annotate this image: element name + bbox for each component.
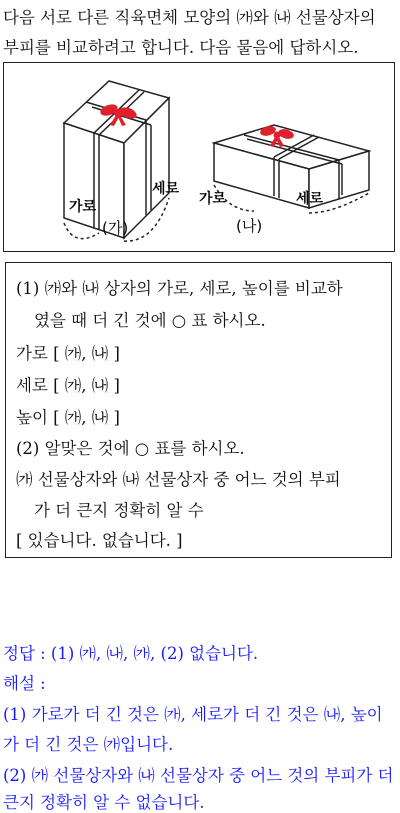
q2-line-2: 가 더 큰지 정확히 알 수 — [34, 501, 204, 520]
box-a-caption: (가) — [102, 219, 129, 237]
explanation-heading: 해설 : — [3, 674, 46, 693]
q1-line-2: 였을 때 더 긴 것에 ○ 표 하시오. — [34, 311, 266, 330]
intro-line-1: 다음 서로 다른 직육면체 모양의 ㈎와 ㈏ 선물상자의 — [3, 8, 376, 27]
box-a-width-label: 가로 — [69, 199, 97, 215]
explanation-line-1: (1) 가로가 더 긴 것은 ㈎, 세로가 더 긴 것은 ㈏, 높이 — [3, 705, 383, 724]
answer-line: 정답 : (1) ㈎, ㈏, ㈎, (2) 없습니다. — [3, 644, 259, 663]
q2-line-1: ㈎ 선물상자와 ㈏ 선물상자 중 어느 것의 부피 — [16, 470, 341, 489]
explanation-line-2: 가 더 긴 것은 ㈎입니다. — [3, 735, 174, 754]
box-b-caption: (나) — [236, 217, 263, 235]
gift-box-a — [64, 81, 169, 241]
q2-title: (2) 알맞은 것에 ○ 표를 하시오. — [16, 439, 245, 458]
sero-choice: 세로 [ ㈎, ㈏ ] — [16, 376, 120, 395]
gift-boxes-illustration — [4, 63, 394, 251]
box-a-depth-label: 세로 — [152, 181, 180, 197]
q2-options: [ 있습니다. 없습니다. ] — [16, 531, 183, 550]
figure-box — [3, 62, 395, 252]
box-b-depth-label: 세로 — [296, 191, 324, 207]
explanation-line-3: (2) ㈎ 선물상자와 ㈏ 선물상자 중 어느 것의 부피가 더 — [3, 766, 394, 785]
box-b-width-label: 가로 — [199, 191, 227, 207]
nopi-choice: 높이 [ ㈎, ㈏ ] — [16, 408, 120, 427]
question-box — [5, 262, 392, 558]
intro-line-2: 부피를 비교하려고 합니다. 다음 물음에 답하시오. — [3, 38, 359, 57]
garo-choice: 가로 [ ㈎, ㈏ ] — [16, 344, 120, 363]
explanation-line-4: 큰지 정확히 알 수 없습니다. — [3, 793, 205, 812]
q1-line-1: (1) ㈎와 ㈏ 상자의 가로, 세로, 높이를 비교하 — [16, 279, 343, 298]
